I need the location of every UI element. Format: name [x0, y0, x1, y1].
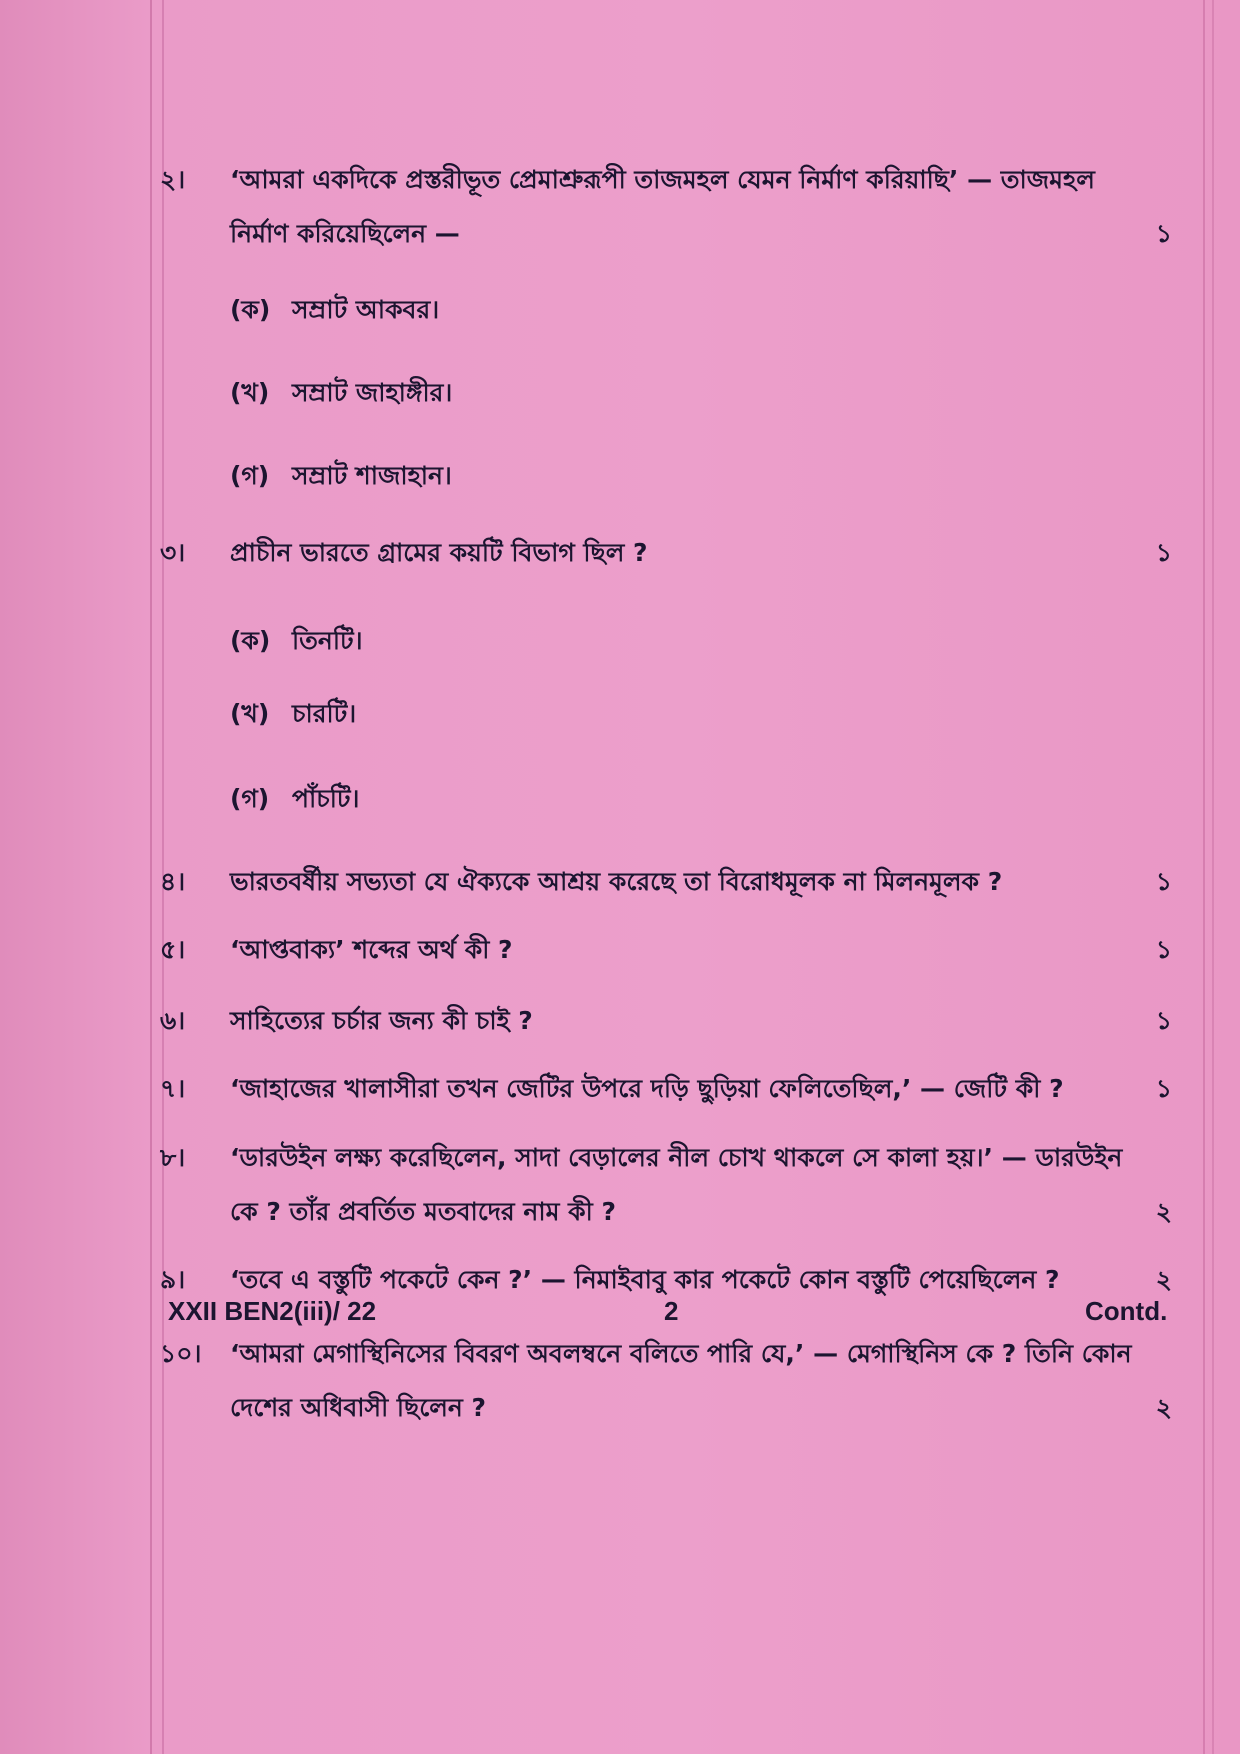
question-number: ৪।: [160, 867, 186, 896]
option-text: সম্রাট জাহাঙ্গীর।: [292, 378, 453, 407]
question-marks: ১: [1155, 935, 1172, 964]
question-marks: ১: [1155, 1006, 1172, 1035]
question-line: ‘জাহাজের খালাসীরা তখন জেটির উপরে দড়ি ছুড়িয়া ফেলিতেছিল,’ — জেটি কী ?: [230, 1074, 1064, 1103]
question-line: দেশের অধিবাসী ছিলেন ?: [230, 1393, 487, 1422]
question-marks: ১: [1155, 1074, 1172, 1103]
option-label: (ক): [230, 295, 271, 324]
question-line: ‘আমরা একদিকে প্রস্তরীভূত প্রেমাশ্রুরূপী তাজমহল যেমন নির্মাণ করিয়াছি’ — তাজমহল: [230, 165, 1095, 194]
question-number: ১০।: [160, 1339, 202, 1368]
question-line: ‘তবে এ বস্তুটি পকেটে কেন ?’ — নিমাইবাবু কার পকেটে কোন বস্তুটি পেয়েছিলেন ?: [230, 1265, 1060, 1294]
question-marks: ১: [1155, 538, 1172, 567]
question-marks: ২: [1155, 1393, 1172, 1422]
question-line: কে ? তাঁর প্রবর্তিত মতবাদের নাম কী ?: [230, 1197, 616, 1226]
question-marks: ১: [1155, 219, 1172, 248]
question-line: ‘ডারউইন লক্ষ্য করেছিলেন, সাদা বেড়ালের নীল চোখ থাকলে সে কালা হয়।’ — ডারউইন: [230, 1143, 1123, 1172]
question-line: ‘আপ্তবাক্য’ শব্দের অর্থ কী ?: [230, 935, 513, 964]
question-number: ২।: [160, 165, 186, 194]
question-number: ৩।: [160, 538, 186, 567]
question-marks: ২: [1155, 1197, 1172, 1226]
margin-line-right-outer: [1212, 0, 1214, 1754]
page-number: 2: [664, 1296, 679, 1326]
question-line: ভারতবর্ষীয় সভ্যতা যে ঐক্যকে আশ্রয় করেছে তা বিরোধমূলক না মিলনমূলক ?: [230, 867, 1003, 896]
option-label: (গ): [230, 461, 270, 490]
question-number: ৮।: [160, 1143, 186, 1172]
question-line: নির্মাণ করিয়েছিলেন —: [230, 219, 460, 248]
option-label: (গ): [230, 784, 270, 813]
option-kha: [230, 375, 452, 411]
question-marks: ১: [1155, 867, 1172, 896]
margin-line-left: [150, 0, 152, 1754]
question-number: ৫।: [160, 935, 186, 964]
question-line: প্রাচীন ভারতে গ্রামের কয়টি বিভাগ ছিল ?: [230, 538, 648, 567]
question-number: ৯।: [160, 1265, 186, 1294]
option-ka: [230, 292, 439, 328]
question-text: [230, 1003, 1160, 1039]
option-ga: [230, 781, 359, 817]
option-kha: [230, 696, 356, 732]
question-text: [230, 864, 1160, 900]
question-text: [230, 1262, 1160, 1298]
option-label: (খ): [230, 699, 270, 728]
question-marks: ২: [1155, 1265, 1172, 1294]
continued-label: Contd.: [1085, 1296, 1168, 1326]
option-text: চারটি।: [292, 699, 357, 728]
option-ga: [230, 458, 452, 494]
question-number: ৭।: [160, 1074, 186, 1103]
question-text: [230, 1140, 1160, 1230]
option-label: (ক): [230, 626, 271, 655]
question-text: [230, 1336, 1160, 1426]
question-line: ‘আমরা মেগাস্থিনিসের বিবরণ অবলম্বনে বলিতে পারি যে,’ — মেগাস্থিনিস কে ? তিনি কোন: [230, 1339, 1132, 1368]
option-label: (খ): [230, 378, 270, 407]
question-number: ৬।: [160, 1006, 186, 1035]
option-text: সম্রাট আকবর।: [292, 295, 440, 324]
paper-code: XXII BEN2(iii)/ 22: [168, 1296, 377, 1326]
margin-line-right: [1203, 0, 1205, 1754]
question-text: [230, 1071, 1160, 1107]
option-text: তিনটি।: [292, 626, 363, 655]
option-text: সম্রাট শাজাহান।: [292, 461, 452, 490]
question-text: [230, 932, 1160, 968]
question-text: [230, 162, 1160, 252]
option-text: পাঁচটি।: [292, 784, 360, 813]
option-ka: [230, 623, 363, 659]
question-text: [230, 535, 1160, 571]
question-line: সাহিত্যের চর্চার জন্য কী চাই ?: [230, 1006, 533, 1035]
